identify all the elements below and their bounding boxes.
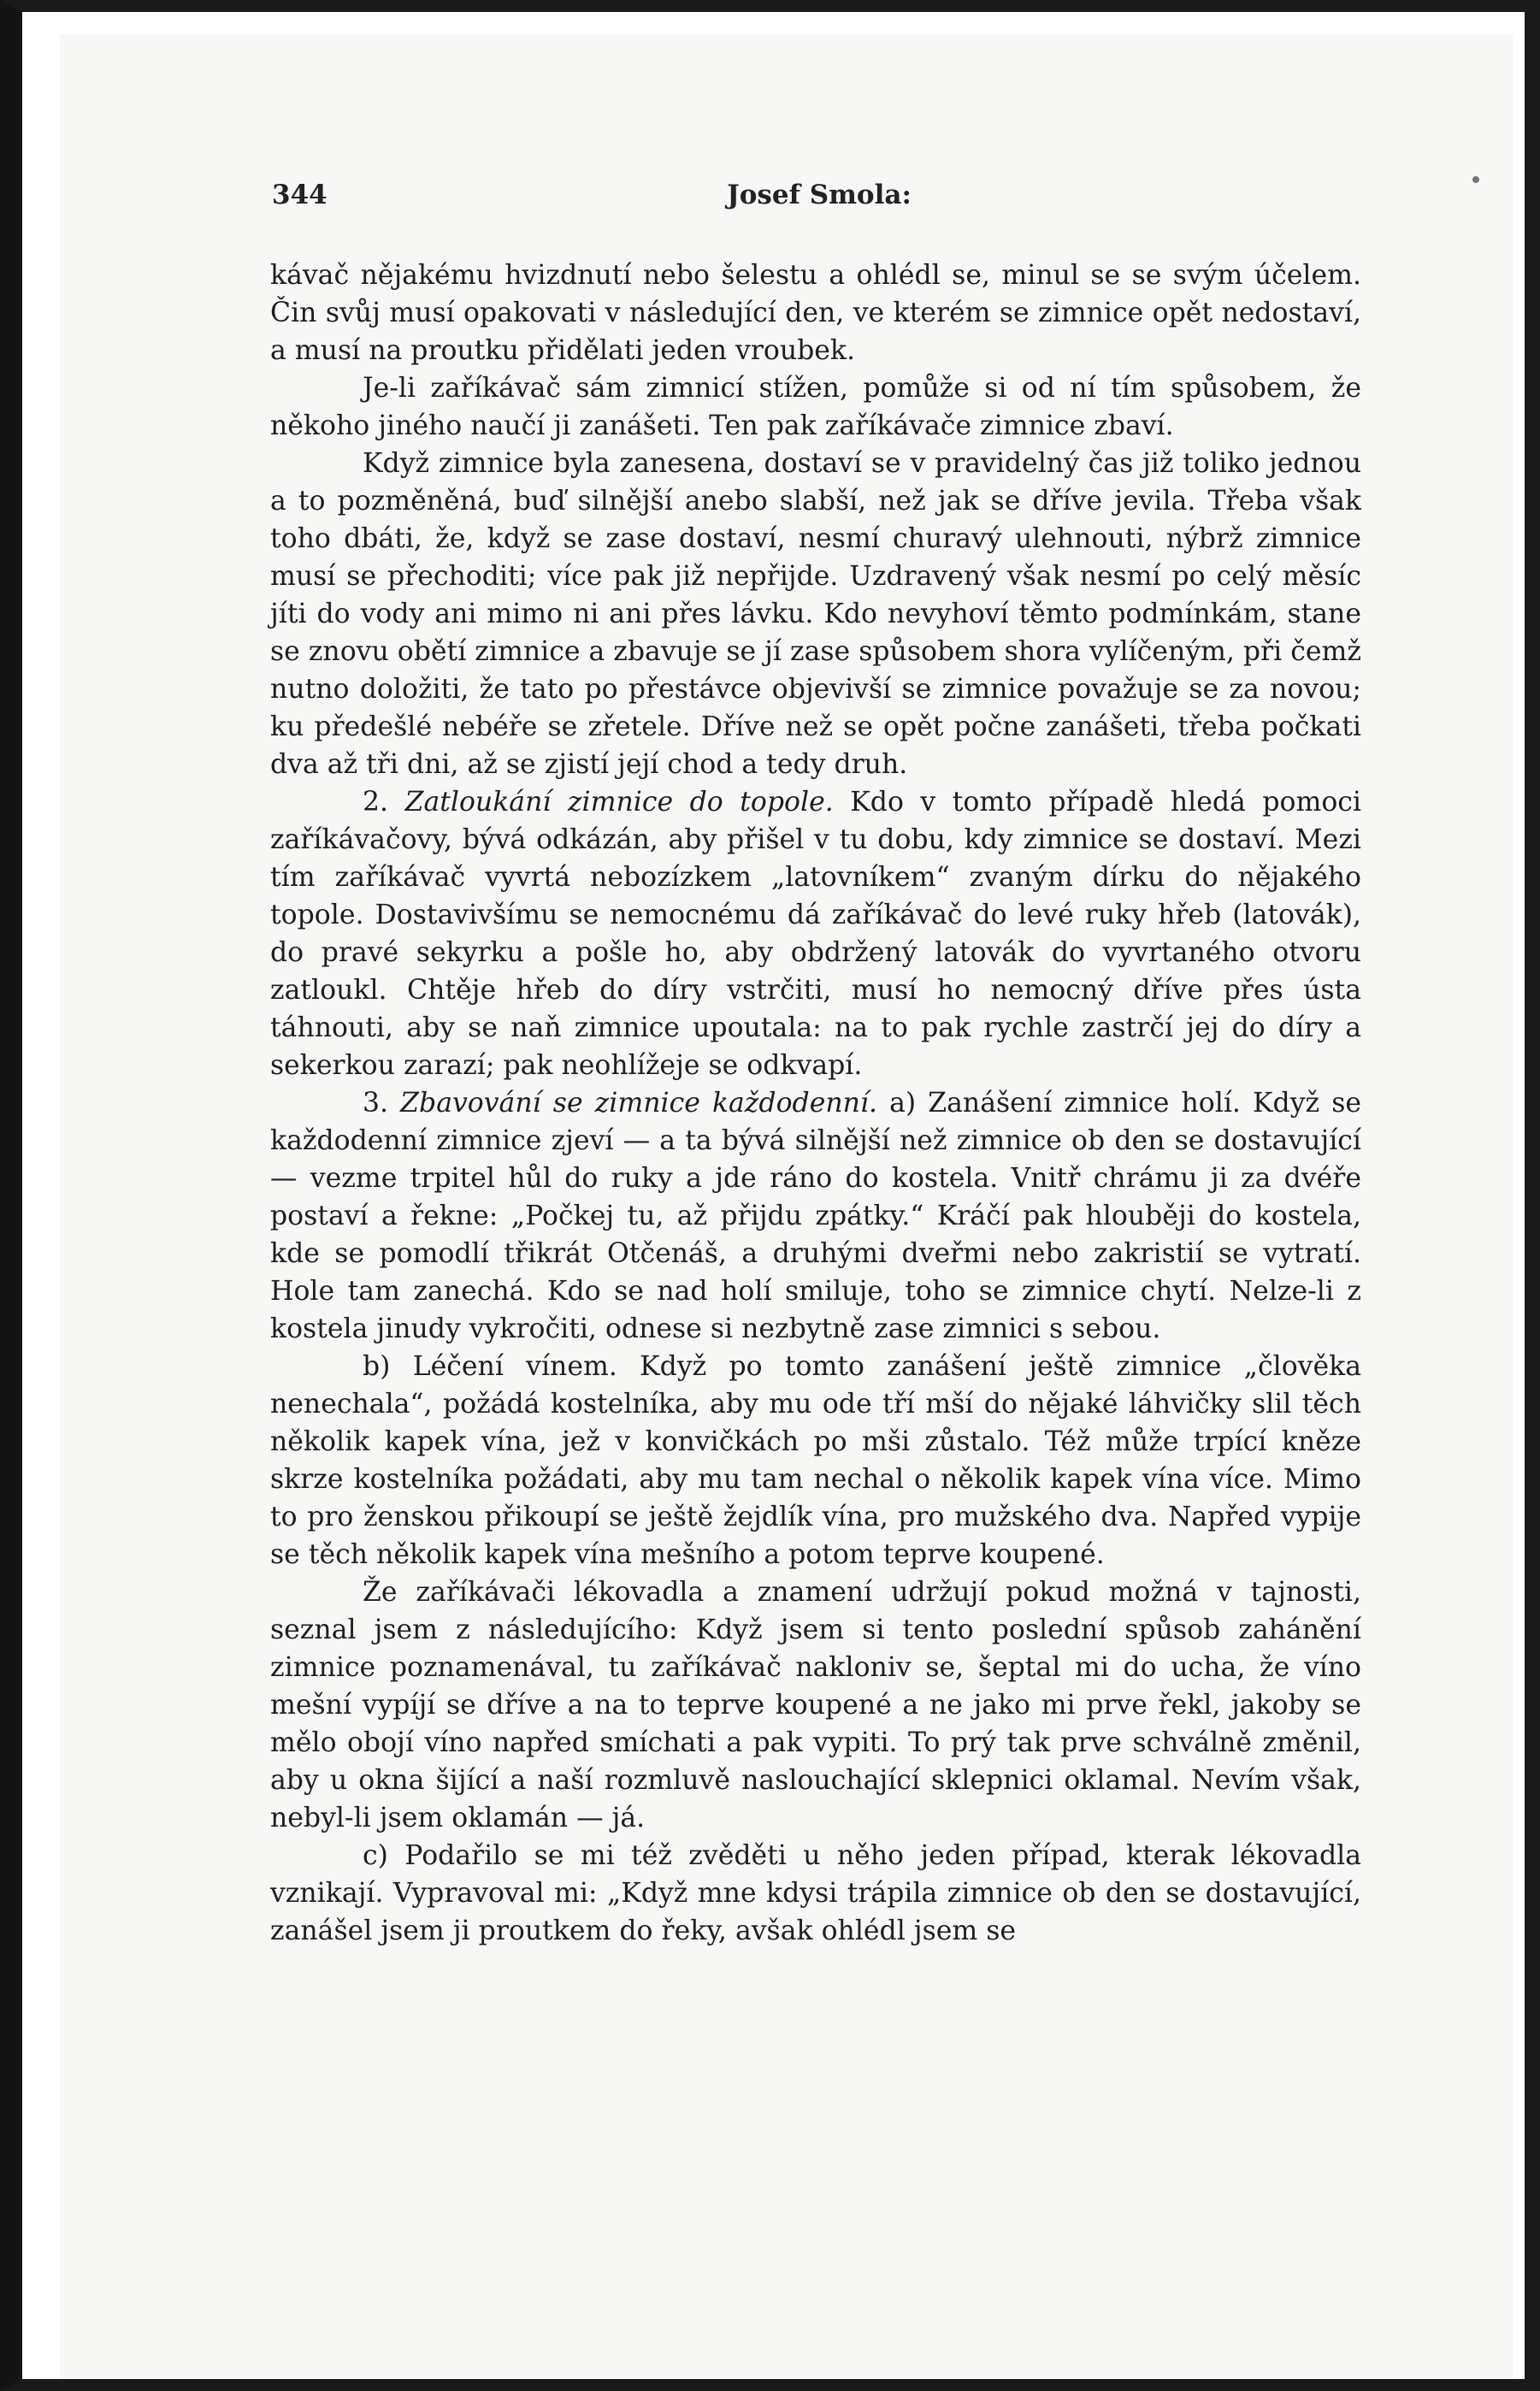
paragraph (270, 783, 1361, 1084)
page-header (272, 180, 1366, 214)
paragraph-text: 3. (363, 1088, 401, 1119)
paragraph-text: c) Podařilo se mi též zvěděti u něho jeden případ, kterak lékovadla vznikají. Vypravoval mi: „Když mne kdysi trápila zimnice ob den se dostavující, zanášel jsem ji proutkem do řeky, avšak ohlédl jsem se (270, 1840, 1361, 1946)
paragraph (270, 257, 1361, 369)
scan-speck (1472, 176, 1479, 183)
body-text (270, 257, 1361, 1950)
paragraph (270, 445, 1361, 783)
paragraph (270, 1348, 1361, 1573)
section-heading: Zatloukání zimnice do topole. (404, 787, 834, 818)
paragraph-text: kávač nějakému hvizdnutí nebo šelestu a ohlédl se, minul se se svým účelem. Čin svůj musí opakovati v následující den, ve kterém se zimnice opět nedostaví, a musí na proutku přidělati jeden vroubek. (270, 260, 1361, 366)
paragraph-text: Když zimnice byla zanesena, dostaví se v pravidelný čas již toliko jednou a to pozměněná, buď silnější anebo slabší, než jak se dříve jevila. Třeba však toho dbáti, že, když se zase dostaví, nesmí churavý ulehnouti, nýbrž zimnice musí se přechoditi; více pak již nepřijde. Uzdravený však nesmí po celý měsíc jíti do vody ani mimo ni ani přes lávku. Kdo nevyhoví těmto podmínkám, stane se znovu obětí zimnice a zbavuje se jí zase spůsobem shora vylíčeným, při čemž nutno doložiti, že tato po přestávce objevivší se zimnice považuje se za novou; ku předešlé nebéře se zřetele. Dříve než se opět počne zanášeti, třeba počkati dva až tři dni, až se zjistí její chod a tedy druh. (270, 448, 1361, 780)
paragraph-text: b) Léčení vínem. Když po tomto zanášení ještě zimnice „člověka nenechala“, požádá kostelníka, aby mu ode tří mší do nějaké láhvičky slil těch několik kapek vína, jež v konvičkách po mši zůstalo. Též může trpící kněze skrze kostelníka požádati, aby mu tam nechal o několik kapek vína více. Mimo to pro ženskou přikoupí se ještě žejdlík vína, pro mužského dva. Napřed vypije se těch několik kapek vína mešního a potom teprve koupené. (270, 1351, 1361, 1570)
paragraph-text: a) Zanášení zimnice holí. Když se každodenní zimnice zjeví — a ta bývá silnější než zimnice ob den se dostavující — vezme trpitel hůl do ruky a jde ráno do kostela. Vnitř chrámu ji za dvéře postaví a řekne: „Počkej tu, až přijdu zpátky.“ Kráčí pak hlouběji do kostela, kde se pomodlí třikrát Otčenáš, a druhými dveřmi nebo zakristií se vytratí. Hole tam zanechá. Kdo se nad holí smiluje, toho se zimnice chytí. Nelze-li z kostela jinudy vykročiti, odnese si nezbytně zase zimnici s sebou. (270, 1088, 1362, 1344)
page-number: 344 (272, 180, 327, 210)
paragraph-text: Je-li zaříkávač sám zimnicí stížen, pomůže si od ní tím spůsobem, že někoho jiného naučí ji zanášeti. Ten pak zaříkávače zimnice zbaví. (270, 373, 1361, 441)
paragraph (270, 1573, 1361, 1837)
running-head: Josef Smola: (727, 180, 912, 210)
paragraph-text: Že zaříkávači lékovadla a znamení udržují pokud možná v tajnosti, seznal jsem z následujícího: Když jsem si tento poslední spůsob zahánění zimnice poznamenával, tu zaříkávač nakloniv se, šeptal mi do ucha, že víno mešní vypíjí se dříve a na to teprve koupené a ne jako mi prve řekl, jakoby se mělo obojí víno napřed smíchati a pak vypiti. To prý tak prve schválně změnil, aby u okna šijící a naší rozmluvě naslouchající sklepnici oklamal. Nevím však, nebyl-li jsem oklamán — já. (270, 1577, 1361, 1833)
paragraph (270, 1837, 1361, 1950)
paragraph (270, 369, 1361, 445)
paragraph-text: Kdo v tomto případě hledá pomoci zaříkávačovy, bývá odkázán, aby přišel v tu dobu, kdy zimnice se dostaví. Mezi tím zaříkávač vyvrtá nebozízkem „latovníkem“ zvaným dírku do nějakého topole. Dostavivšímu se nemocnému dá zaříkávač do levé ruky hřeb (latovák), do pravé sekyrku a pošle ho, aby obdržený latovák do vyvrtaného otvoru zatloukl. Chtěje hřeb do díry vstrčiti, musí ho nemocný dříve přes ústa táhnouti, aby se naň zimnice upoutala: na to pak rychle zastrčí jej do díry a sekerkou zarazí; pak neohlížeje se odkvapí. (270, 787, 1361, 1081)
paragraph-text: 2. (363, 787, 405, 818)
paragraph (270, 1084, 1361, 1348)
section-heading: Zbavování se zimnice každodenní. (400, 1088, 878, 1119)
